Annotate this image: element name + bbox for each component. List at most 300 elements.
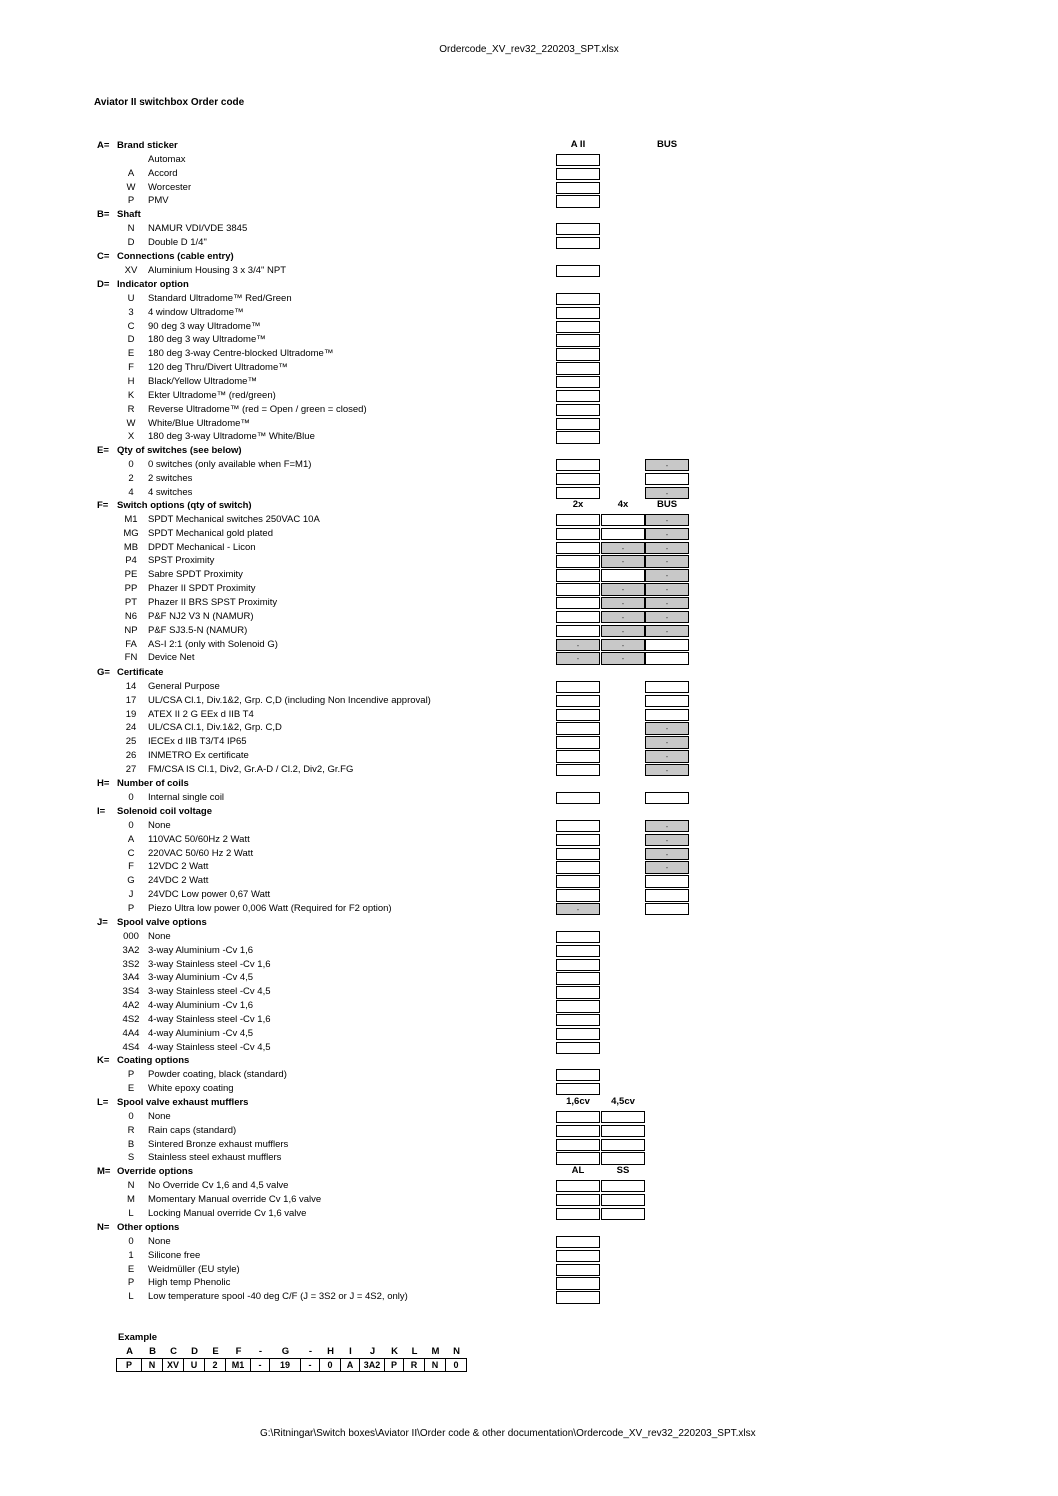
option-code: P xyxy=(127,195,135,207)
selection-cell[interactable] xyxy=(556,223,600,236)
unavailable-cell: - xyxy=(556,903,600,916)
example-value: - xyxy=(251,1359,270,1371)
example-letter: N xyxy=(453,1346,460,1357)
section-title: Switch options (qty of switch) xyxy=(117,500,252,511)
section-title: Other options xyxy=(117,1222,180,1233)
selection-cell[interactable] xyxy=(556,931,600,944)
option-code: 27 xyxy=(125,763,137,775)
option-description: NAMUR VDI/VDE 3845 xyxy=(148,222,248,234)
option-code: 26 xyxy=(125,750,137,762)
option-description: 220VAC 50/60 Hz 2 Watt xyxy=(148,847,254,859)
selection-cell[interactable] xyxy=(556,583,600,596)
selection-cell[interactable] xyxy=(556,473,600,486)
selection-cell[interactable] xyxy=(645,681,689,694)
selection-cell[interactable] xyxy=(556,1291,600,1304)
selection-cell[interactable] xyxy=(556,569,600,582)
option-description: UL/CSA Cl.1, Div.1&2, Grp. C,D (including Non Incendive approval) xyxy=(148,694,431,706)
column-header: AL xyxy=(571,1165,585,1176)
example-value: N xyxy=(425,1359,446,1371)
section-code: G= xyxy=(97,667,110,678)
selection-cell[interactable] xyxy=(556,889,600,902)
example-letter: C xyxy=(170,1346,177,1357)
option-description: IECEx d IIB T3/T4 IP65 xyxy=(148,736,247,748)
selection-cell[interactable] xyxy=(556,945,600,958)
selection-cell[interactable] xyxy=(601,1194,645,1207)
page-header: Ordercode_XV_rev32_220203_SPT.xlsx xyxy=(439,44,619,55)
selection-cell[interactable] xyxy=(556,334,600,347)
example-letter: L xyxy=(411,1346,418,1357)
section-code: B= xyxy=(97,209,110,220)
selection-cell[interactable] xyxy=(556,376,600,389)
section-title: Solenoid coil voltage xyxy=(117,806,213,817)
option-code: G xyxy=(127,875,135,887)
option-code: 3 xyxy=(128,306,134,318)
selection-cell[interactable] xyxy=(556,168,600,181)
selection-cell[interactable] xyxy=(645,652,689,665)
example-value: U xyxy=(184,1359,205,1371)
option-code: A xyxy=(127,833,135,845)
option-code: E xyxy=(127,348,135,360)
selection-cell[interactable] xyxy=(556,625,600,638)
section-title: Number of coils xyxy=(117,778,189,789)
option-description: Double D 1/4" xyxy=(148,236,207,248)
option-description: 4 window Ultradome™ xyxy=(148,306,244,318)
unavailable-cell: - xyxy=(645,750,689,763)
option-code: N xyxy=(127,1179,135,1191)
selection-cell[interactable] xyxy=(556,1194,600,1207)
selection-cell[interactable] xyxy=(556,1208,600,1221)
column-header: 1,6cv xyxy=(566,1096,590,1107)
selection-cell[interactable] xyxy=(556,1180,600,1193)
section-title: Spool valve options xyxy=(117,917,207,928)
column-header: 4,5cv xyxy=(611,1096,635,1107)
option-description: Phazer II BRS SPST Proximity xyxy=(148,596,278,608)
selection-cell[interactable] xyxy=(556,764,600,777)
selection-cell[interactable] xyxy=(556,459,600,472)
section-title: Coating options xyxy=(117,1055,190,1066)
option-description: Weidmüller (EU style) xyxy=(148,1263,240,1275)
unavailable-cell: - xyxy=(645,459,689,472)
selection-cell[interactable] xyxy=(556,986,600,999)
option-code: FN xyxy=(124,652,138,664)
selection-cell[interactable] xyxy=(556,528,600,541)
option-description: None xyxy=(148,1110,171,1122)
option-code: 4S2 xyxy=(122,1013,140,1025)
selection-cell[interactable] xyxy=(645,695,689,708)
example-letters xyxy=(117,1346,467,1357)
option-code: 25 xyxy=(125,736,137,748)
unavailable-cell: - xyxy=(601,652,645,665)
option-code: X xyxy=(127,431,135,443)
option-description: 4-way Aluminium -Cv 4,5 xyxy=(148,1027,254,1039)
unavailable-cell: - xyxy=(645,555,689,568)
selection-cell[interactable] xyxy=(556,1042,600,1055)
selection-cell[interactable] xyxy=(556,1139,600,1152)
option-description: Worcester xyxy=(148,181,192,193)
selection-cell[interactable] xyxy=(556,321,600,334)
example-letter: - xyxy=(258,1346,263,1357)
option-code: F xyxy=(128,362,134,374)
option-code: 000 xyxy=(123,930,139,942)
option-description: None xyxy=(148,1235,171,1247)
section-code: N= xyxy=(97,1222,110,1233)
selection-cell[interactable] xyxy=(556,972,600,985)
selection-cell[interactable] xyxy=(556,1277,600,1290)
option-description: 24VDC 2 Watt xyxy=(148,875,209,887)
option-code: F xyxy=(128,861,134,873)
option-code: P xyxy=(127,1277,135,1289)
option-description: Sintered Bronze exhaust mufflers xyxy=(148,1138,289,1150)
unavailable-cell: - xyxy=(645,861,689,874)
example-value: P xyxy=(385,1359,404,1371)
section-title: Indicator option xyxy=(117,279,189,290)
unavailable-cell: - xyxy=(601,583,645,596)
option-code: 24 xyxy=(125,722,137,734)
option-description: Ekter Ultradome™ (red/green) xyxy=(148,389,276,401)
selection-cell[interactable] xyxy=(556,1069,600,1082)
option-description: General Purpose xyxy=(148,680,220,692)
selection-cell[interactable] xyxy=(556,1111,600,1124)
example-value: A xyxy=(341,1359,360,1371)
selection-cell[interactable] xyxy=(645,639,689,652)
option-description: Phazer II SPDT Proximity xyxy=(148,583,256,595)
example-value: 19 xyxy=(270,1359,301,1371)
selection-cell[interactable] xyxy=(556,487,600,500)
example-letter: D xyxy=(191,1346,198,1357)
option-code: C xyxy=(127,320,135,332)
example-letter: I xyxy=(349,1346,352,1357)
option-description: 180 deg 3-way Centre-blocked Ultradome™ xyxy=(148,348,334,360)
option-description: Accord xyxy=(148,167,178,179)
selection-cell[interactable] xyxy=(556,418,600,431)
option-code: P xyxy=(127,902,135,914)
selection-cell[interactable] xyxy=(556,1125,600,1138)
option-code: 0 xyxy=(128,1235,134,1247)
unavailable-cell: - xyxy=(601,542,645,555)
option-description: 4-way Stainless steel -Cv 4,5 xyxy=(148,1041,271,1053)
selection-cell[interactable] xyxy=(645,903,689,916)
document-title: Aviator II switchbox Order code xyxy=(94,97,245,108)
unavailable-cell: - xyxy=(645,569,689,582)
section-title: Brand sticker xyxy=(117,140,178,151)
option-code: 1 xyxy=(128,1249,134,1261)
option-description: 180 deg 3-way Ultradome™ White/Blue xyxy=(148,431,315,443)
column-header: 4x xyxy=(617,499,629,510)
unavailable-cell: - xyxy=(645,848,689,861)
example-value: 3A2 xyxy=(360,1359,385,1371)
selection-cell[interactable] xyxy=(556,1236,600,1249)
option-code: R xyxy=(127,403,135,415)
option-code: D xyxy=(127,334,135,346)
example-values xyxy=(116,1358,467,1372)
option-description: 3-way Aluminium -Cv 1,6 xyxy=(148,944,254,956)
selection-cell[interactable] xyxy=(556,848,600,861)
selection-cell[interactable] xyxy=(601,1139,645,1152)
example-letter: E xyxy=(212,1346,219,1357)
section-code: I= xyxy=(97,806,106,817)
section-title: Qty of switches (see below) xyxy=(117,445,242,456)
option-code: P4 xyxy=(125,555,137,567)
selection-cell[interactable] xyxy=(556,959,600,972)
option-code: A xyxy=(127,167,135,179)
option-code: PP xyxy=(124,583,138,595)
selection-cell[interactable] xyxy=(556,1264,600,1277)
option-code: FA xyxy=(125,638,137,650)
option-code: D xyxy=(127,236,135,248)
example-letter: - xyxy=(308,1346,313,1357)
option-description: No Override Cv 1,6 and 4,5 valve xyxy=(148,1179,289,1191)
option-code: 2 xyxy=(128,472,134,484)
option-description: Locking Manual override Cv 1,6 valve xyxy=(148,1207,307,1219)
option-description: White epoxy coating xyxy=(148,1082,234,1094)
unavailable-cell: - xyxy=(645,722,689,735)
option-code: 0 xyxy=(128,819,134,831)
selection-cell[interactable] xyxy=(556,681,600,694)
selection-cell[interactable] xyxy=(601,1152,645,1165)
option-description: Internal single coil xyxy=(148,791,225,803)
selection-cell[interactable] xyxy=(556,293,600,306)
example-value: XV xyxy=(163,1359,184,1371)
option-description: P&F SJ3.5-N (NAMUR) xyxy=(148,624,248,636)
selection-cell[interactable] xyxy=(556,1083,600,1096)
selection-cell[interactable] xyxy=(556,1152,600,1165)
selection-cell[interactable] xyxy=(556,1000,600,1013)
option-description: ATEX II 2 G EEx d IIB T4 xyxy=(148,708,254,720)
example-label: Example xyxy=(118,1332,158,1343)
option-code: 17 xyxy=(125,694,137,706)
option-code: 4 xyxy=(128,486,134,498)
option-description: INMETRO Ex certificate xyxy=(148,750,249,762)
selection-cell[interactable] xyxy=(601,569,645,582)
option-description: 120 deg Thru/Divert Ultradome™ xyxy=(148,362,288,374)
option-description: 4-way Stainless steel -Cv 1,6 xyxy=(148,1013,271,1025)
selection-cell[interactable] xyxy=(556,555,600,568)
selection-cell[interactable] xyxy=(556,597,600,610)
selection-cell[interactable] xyxy=(601,1125,645,1138)
selection-cell[interactable] xyxy=(601,1180,645,1193)
section-code: J= xyxy=(97,917,108,928)
selection-cell[interactable] xyxy=(645,709,689,722)
option-code: 3A4 xyxy=(122,972,140,984)
option-code: 0 xyxy=(128,791,134,803)
option-description: Standard Ultradome™ Red/Green xyxy=(148,292,292,304)
selection-cell[interactable] xyxy=(556,861,600,874)
option-description: Black/Yellow Ultradome™ xyxy=(148,375,257,387)
option-code: 0 xyxy=(128,1110,134,1122)
example-letter: K xyxy=(391,1346,398,1357)
section-code: D= xyxy=(97,279,110,290)
example-letter: M xyxy=(431,1346,440,1357)
selection-cell[interactable] xyxy=(556,362,600,375)
selection-cell[interactable] xyxy=(556,237,600,250)
example-value: 2 xyxy=(205,1359,226,1371)
option-code: N6 xyxy=(124,610,138,622)
option-description: None xyxy=(148,819,171,831)
unavailable-cell: - xyxy=(601,597,645,610)
option-description: Silicone free xyxy=(148,1249,201,1261)
example-value: R xyxy=(404,1359,425,1371)
column-header: SS xyxy=(616,1165,630,1176)
selection-cell[interactable] xyxy=(601,1208,645,1221)
option-code: S xyxy=(127,1152,135,1164)
example-value: M1 xyxy=(226,1359,251,1371)
section-title: Connections (cable entry) xyxy=(117,251,234,262)
option-description: Powder coating, black (standard) xyxy=(148,1068,287,1080)
unavailable-cell: - xyxy=(556,652,600,665)
section-code: L= xyxy=(97,1097,109,1108)
option-code: 0 xyxy=(128,458,134,470)
unavailable-cell: - xyxy=(645,514,689,527)
option-code: W xyxy=(126,181,136,193)
selection-cell[interactable] xyxy=(601,1111,645,1124)
section-title: Spool valve exhaust mufflers xyxy=(117,1097,249,1108)
option-description: 3-way Aluminium -Cv 4,5 xyxy=(148,972,254,984)
unavailable-cell: - xyxy=(645,611,689,624)
unavailable-cell: - xyxy=(645,528,689,541)
option-code: R xyxy=(127,1124,135,1136)
option-description: 3-way Stainless steel -Cv 1,6 xyxy=(148,958,271,970)
unavailable-cell: - xyxy=(601,555,645,568)
selection-cell[interactable] xyxy=(645,875,689,888)
unavailable-cell: - xyxy=(645,583,689,596)
unavailable-cell: - xyxy=(645,625,689,638)
column-header: BUS xyxy=(656,499,678,510)
option-description: Low temperature spool -40 deg C/F (J = 3S2 or J = 4S2, only) xyxy=(148,1291,408,1303)
example-letter: F xyxy=(235,1346,242,1357)
option-code: 14 xyxy=(125,680,137,692)
section-title: Override options xyxy=(117,1166,194,1177)
selection-cell[interactable] xyxy=(556,404,600,417)
option-code: B xyxy=(127,1138,135,1150)
unavailable-cell: - xyxy=(645,736,689,749)
example-value: N xyxy=(142,1359,163,1371)
selection-cell[interactable] xyxy=(556,736,600,749)
selection-cell[interactable] xyxy=(556,834,600,847)
selection-cell[interactable] xyxy=(556,1028,600,1041)
unavailable-cell: - xyxy=(645,542,689,555)
selection-cell[interactable] xyxy=(645,473,689,486)
unavailable-cell: - xyxy=(601,625,645,638)
selection-cell[interactable] xyxy=(556,695,600,708)
selection-cell[interactable] xyxy=(601,528,645,541)
selection-cell[interactable] xyxy=(556,1250,600,1263)
option-code: P xyxy=(127,1068,135,1080)
option-code: U xyxy=(127,292,135,304)
unavailable-cell: - xyxy=(645,834,689,847)
selection-cell[interactable] xyxy=(556,390,600,403)
section-code: A= xyxy=(97,140,110,151)
example-letter: B xyxy=(149,1346,156,1357)
unavailable-cell: - xyxy=(645,820,689,833)
unavailable-cell: - xyxy=(645,764,689,777)
selection-cell[interactable] xyxy=(645,889,689,902)
option-description: Stainless steel exhaust mufflers xyxy=(148,1152,282,1164)
selection-cell[interactable] xyxy=(556,542,600,555)
option-code: XV xyxy=(124,264,138,276)
selection-cell[interactable] xyxy=(601,514,645,527)
selection-cell[interactable] xyxy=(556,195,600,208)
page-footer: G:\Ritningar\Switch boxes\Aviator II\Order code & other documentation\Ordercode_XV_rev32_220203_SPT.xlsx xyxy=(260,1428,756,1439)
option-description: AS-I 2:1 (only with Solenoid G) xyxy=(148,638,278,650)
selection-cell[interactable] xyxy=(556,514,600,527)
option-code: PE xyxy=(124,569,138,581)
selection-cell[interactable] xyxy=(556,1014,600,1027)
option-code: E xyxy=(127,1263,135,1275)
selection-cell[interactable] xyxy=(556,348,600,361)
selection-cell[interactable] xyxy=(556,431,600,444)
option-code: PT xyxy=(124,596,138,608)
option-description: SPDT Mechanical gold plated xyxy=(148,527,273,539)
option-code: MB xyxy=(123,541,139,553)
selection-cell[interactable] xyxy=(556,154,600,167)
option-code: C xyxy=(127,847,135,859)
option-code: 3A2 xyxy=(122,944,140,956)
selection-cell[interactable] xyxy=(556,875,600,888)
column-header: A II xyxy=(570,139,586,150)
selection-cell[interactable] xyxy=(556,750,600,763)
option-code: K xyxy=(127,389,135,401)
section-code: M= xyxy=(97,1166,111,1177)
example-letter: G xyxy=(281,1346,290,1357)
option-code: 4S4 xyxy=(122,1041,140,1053)
option-code: 4A4 xyxy=(122,1027,140,1039)
selection-cell[interactable] xyxy=(556,611,600,624)
option-description: FM/CSA IS Cl.1, Div2, Gr.A-D / Cl.2, Div2, Gr.FG xyxy=(148,763,354,775)
column-header: BUS xyxy=(656,139,678,150)
option-description: White/Blue Ultradome™ xyxy=(148,417,250,429)
section-title: Certificate xyxy=(117,667,164,678)
selection-cell[interactable] xyxy=(556,722,600,735)
option-description: P&F NJ2 V3 N (NAMUR) xyxy=(148,610,254,622)
option-description: Automax xyxy=(148,153,186,165)
section-code: H= xyxy=(97,778,110,789)
selection-cell[interactable] xyxy=(645,792,689,805)
option-code: H xyxy=(127,375,135,387)
option-description: 12VDC 2 Watt xyxy=(148,861,209,873)
option-description: Sabre SPDT Proximity xyxy=(148,569,243,581)
selection-cell[interactable] xyxy=(556,307,600,320)
option-code: M1 xyxy=(124,513,138,525)
option-description: 4 switches xyxy=(148,486,193,498)
section-code: K= xyxy=(97,1055,110,1066)
column-header: 2x xyxy=(572,499,584,510)
option-code: 19 xyxy=(125,708,137,720)
unavailable-cell: - xyxy=(601,611,645,624)
unavailable-cell: - xyxy=(645,597,689,610)
option-code: E xyxy=(127,1082,135,1094)
selection-cell[interactable] xyxy=(556,792,600,805)
option-code: L xyxy=(128,1207,134,1219)
option-description: PMV xyxy=(148,195,169,207)
example-letter: A xyxy=(126,1346,133,1357)
example-value: 0 xyxy=(320,1359,341,1371)
example-letter: J xyxy=(369,1346,376,1357)
option-description: 24VDC Low power 0,67 Watt xyxy=(148,889,271,901)
selection-cell[interactable] xyxy=(556,820,600,833)
option-description: 2 switches xyxy=(148,472,193,484)
selection-cell[interactable] xyxy=(556,709,600,722)
option-description: Device Net xyxy=(148,652,195,664)
selection-cell[interactable] xyxy=(556,182,600,195)
option-description: High temp Phenolic xyxy=(148,1277,231,1289)
selection-cell[interactable] xyxy=(556,265,600,278)
section-code: F= xyxy=(97,500,109,511)
option-description: 90 deg 3 way Ultradome™ xyxy=(148,320,261,332)
option-description: Aluminium Housing 3 x 3/4" NPT xyxy=(148,264,287,276)
section-title: Shaft xyxy=(117,209,141,220)
option-description: 3-way Stainless steel -Cv 4,5 xyxy=(148,986,271,998)
section-code: E= xyxy=(97,445,109,456)
